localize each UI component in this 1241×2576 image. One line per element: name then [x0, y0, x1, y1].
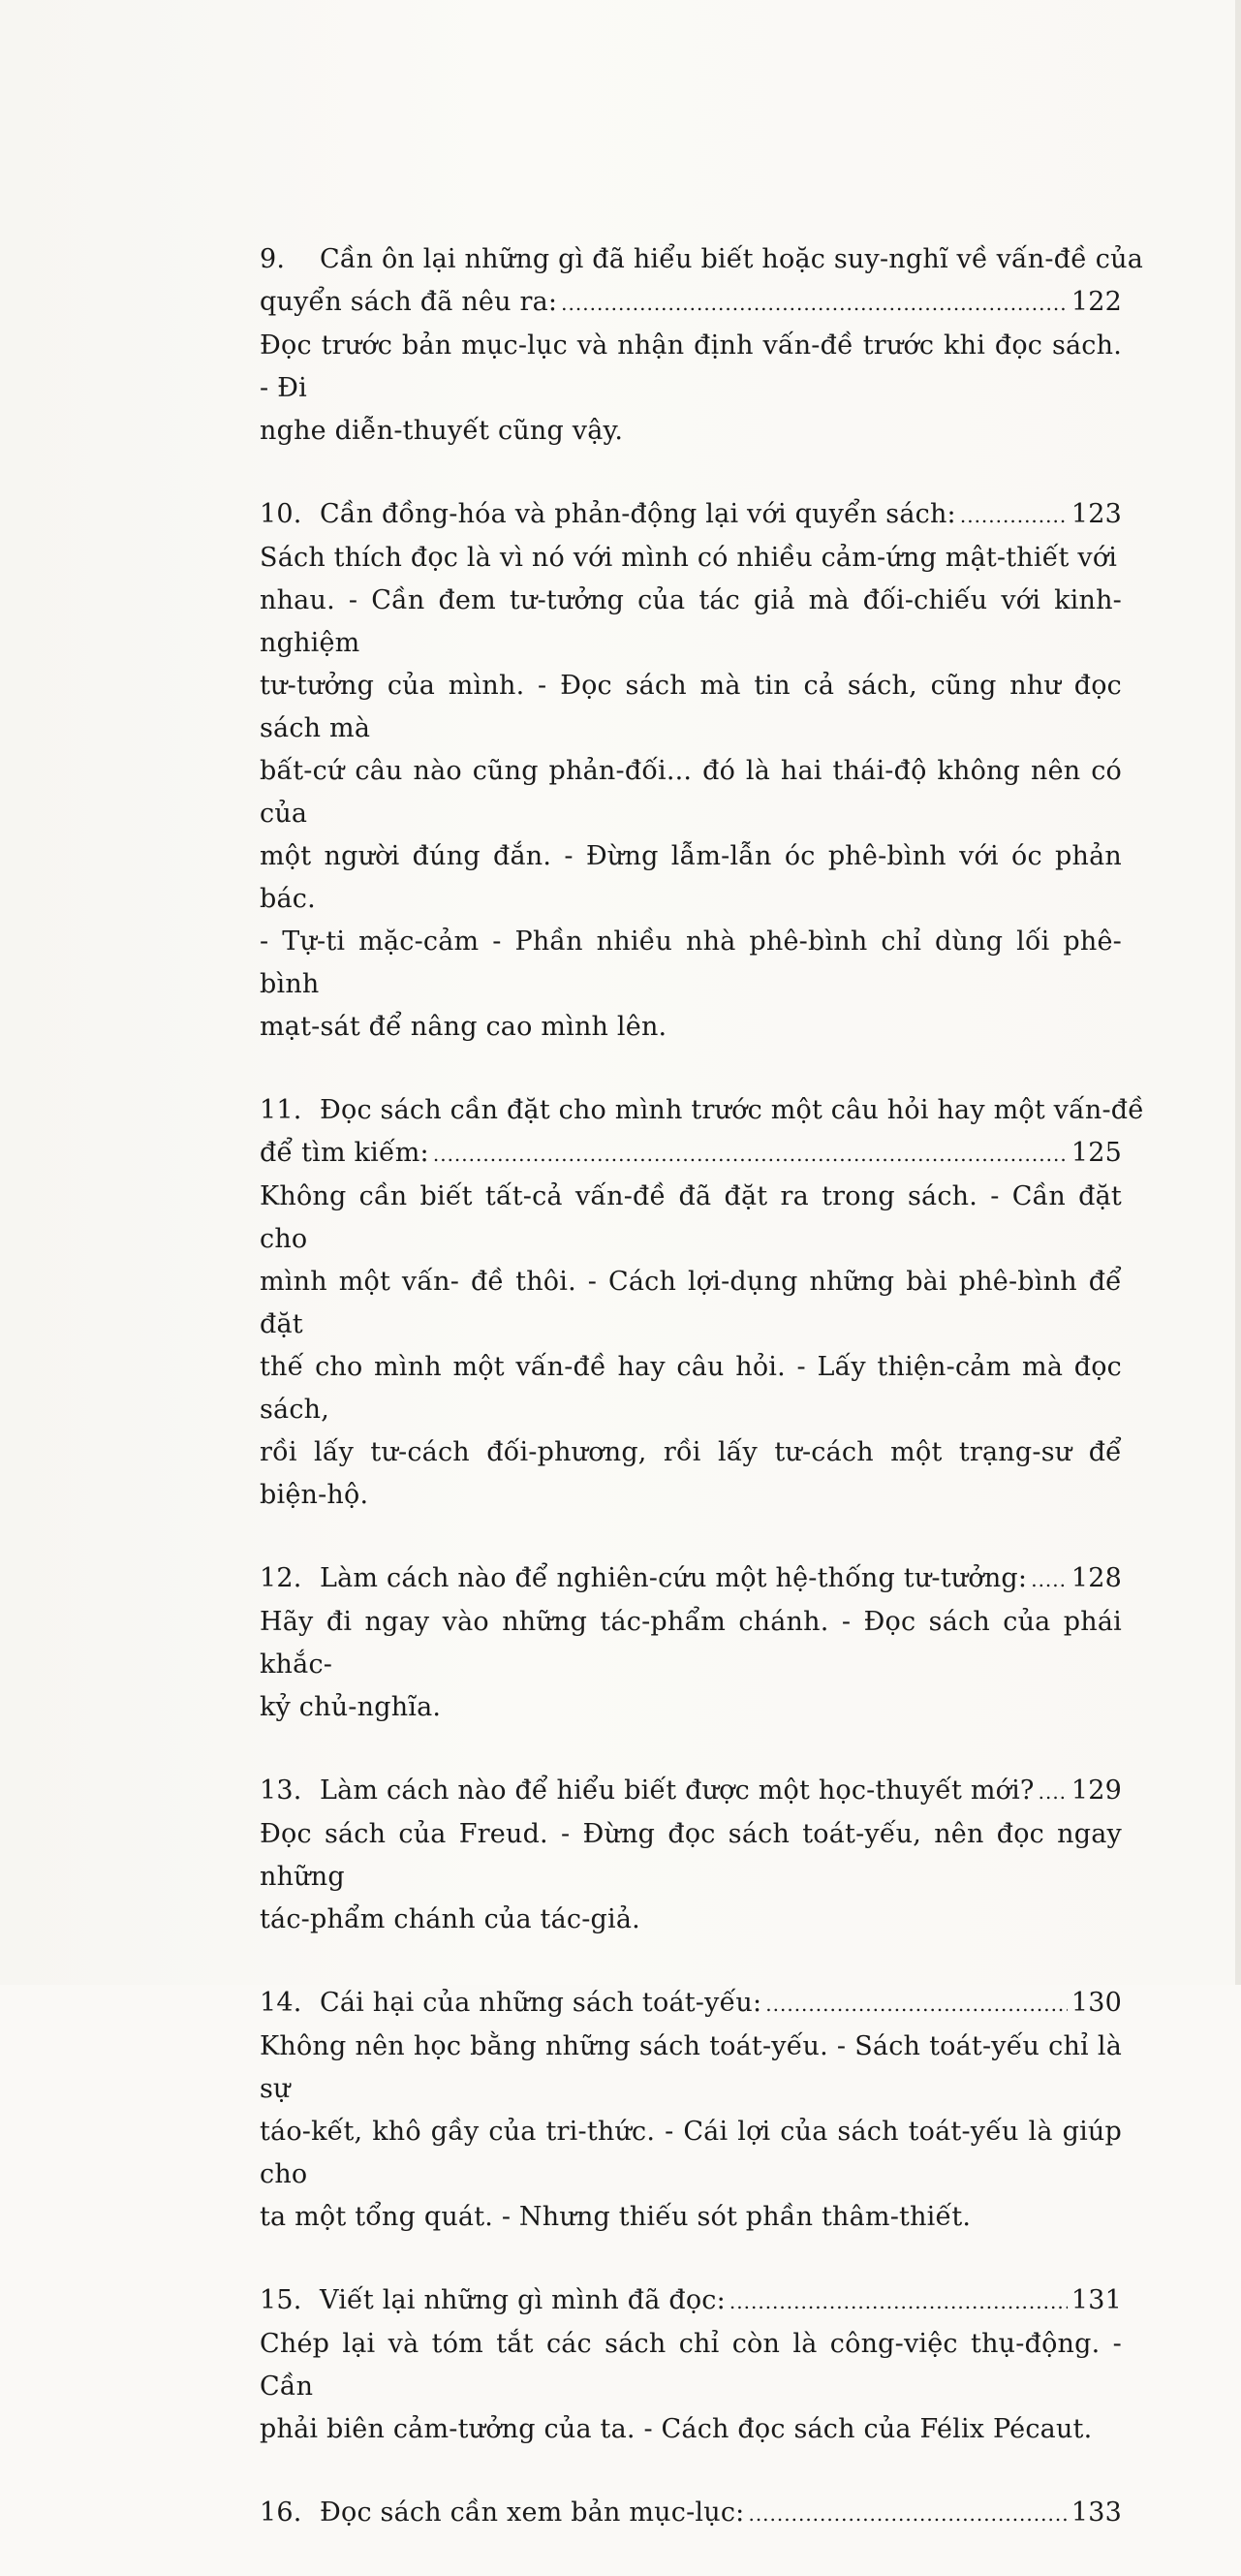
entry-description-line: phải biên cảm-tưởng của ta. - Cách đọc sách của Félix Pécaut. [260, 2414, 1093, 2444]
entry-heading [260, 2492, 1122, 2535]
entry-description-line: Chép lại và tóm tắt các sách chỉ còn là công-việc thụ-động. - Cần [260, 2329, 1122, 2402]
entry-description-line: Đọc sách của Freud. - Đừng đọc sách toát-yếu, nên đọc ngay những [260, 1819, 1122, 1892]
toc-entry-9 [260, 238, 1144, 453]
entry-page-number: 133 [1070, 2497, 1122, 2528]
entry-description-line: mình một vấn- đề thôi. - Cách lợi-dụng những bài phê-bình để đặt [260, 1267, 1122, 1339]
entry-page-number: 128 [1070, 1563, 1122, 1593]
entry-heading-continued [260, 281, 1122, 325]
entry-description-line: Không cần biết tất-cả vấn-đề đã đặt ra trong sách. - Cần đặt cho [260, 1181, 1122, 1254]
entry-title: Viết lại những gì mình đã đọc: [320, 2285, 726, 2315]
page-edge [1235, 0, 1241, 1985]
entry-description-line: thế cho mình một vấn-đề hay câu hỏi. - Lấy thiện-cảm mà đọc sách, [260, 1352, 1122, 1425]
entry-heading [260, 2279, 1122, 2323]
table-of-contents [260, 238, 1145, 2576]
entry-heading [260, 1089, 1145, 1132]
toc-entry-14 [260, 1982, 1122, 2239]
entry-title: Làm cách nào để hiểu biết được một học-thuyết mới? [320, 1775, 1035, 1806]
entry-description-line: tư-tưởng của mình. - Đọc sách mà tin cả sách, cũng như đọc sách mà [260, 671, 1122, 743]
entry-heading [260, 1982, 1122, 2026]
dot-leader [748, 2493, 1067, 2535]
entry-number: 9. [260, 244, 286, 274]
entry-page-number: 130 [1070, 1988, 1122, 2018]
dot-leader [729, 2280, 1068, 2323]
entry-number: 15. [260, 2285, 302, 2315]
entry-title: Làm cách nào để nghiên-cứu một hệ-thống tư-tưởng: [320, 1563, 1028, 1593]
entry-description-line: Đọc trước bản mục-lục và nhận định vấn-đề trước khi đọc sách. - Đi [260, 330, 1122, 403]
entry-title-line1: Đọc sách cần đặt cho mình trước một câu hỏi hay một vấn-đề [320, 1095, 1145, 1125]
entry-title: quyển sách đã nêu ra: [260, 287, 558, 317]
entry-description-line: rồi lấy tư-cách đối-phương, rồi lấy tư-cách một trạng-sư để biện-hộ. [260, 1437, 1122, 1510]
toc-entry-12 [260, 1557, 1122, 1729]
entry-description-line: Không nên học bằng những sách toát-yếu. - Sách toát-yếu chỉ là sự [260, 2031, 1122, 2104]
dot-leader [1031, 1558, 1068, 1601]
entry-description-line: - Tự-ti mặc-cảm - Phần nhiều nhà phê-bình chỉ dùng lối phê-bình [260, 927, 1122, 999]
entry-description-line: bất-cứ câu nào cũng phản-đối... đó là hai thái-độ không nên có của [260, 756, 1122, 829]
entry-page-number: 131 [1070, 2285, 1122, 2315]
entry-number: 12. [260, 1563, 302, 1593]
entry-title: Đọc sách cần xem bản mục-lục: [320, 2497, 745, 2528]
dot-leader [960, 494, 1068, 537]
entry-page-number: 122 [1070, 287, 1122, 317]
toc-entry-11 [260, 1089, 1145, 1517]
entry-title: Cái hại của những sách toát-yếu: [320, 1988, 762, 2018]
toc-entry-16 [260, 2492, 1122, 2535]
dot-leader [1039, 1771, 1068, 1813]
entry-heading [260, 493, 1122, 537]
entry-description-line: một người đúng đắn. - Đừng lẫm-lẫn óc phê-bình với óc phản bác. [260, 841, 1122, 914]
entry-number: 11. [260, 1095, 302, 1125]
toc-entry-15 [260, 2279, 1122, 2451]
entry-description-line: mạt-sát để nâng cao mình lên. [260, 1012, 667, 1042]
entry-title-line1: Cần ôn lại những gì đã hiểu biết hoặc suy-nghĩ về vấn-đề của [320, 244, 1144, 274]
entry-title: Cần đồng-hóa và phản-động lại với quyển sách: [320, 499, 956, 529]
dot-leader [765, 1983, 1068, 2026]
entry-number: 13. [260, 1775, 302, 1806]
entry-description-line: ta một tổng quát. - Nhưng thiếu sót phần thâm-thiết. [260, 2202, 972, 2232]
entry-description-line: kỷ chủ-nghĩa. [260, 1692, 442, 1722]
entry-description-line: táo-kết, khô gầy của tri-thức. - Cái lợi của sách toát-yếu là giúp cho [260, 2117, 1122, 2189]
entry-description-line: tác-phẩm chánh của tác-giả. [260, 1904, 640, 1934]
entry-page-number: 123 [1070, 499, 1122, 529]
entry-page-number: 129 [1070, 1775, 1122, 1806]
dot-leader [433, 1133, 1068, 1176]
entry-heading [260, 1557, 1122, 1601]
entry-description-line: nghe diễn-thuyết cũng vậy. [260, 416, 624, 446]
dot-leader [561, 282, 1068, 325]
entry-heading-continued [260, 1132, 1122, 1176]
entry-number: 14. [260, 1988, 302, 2018]
entry-title: để tìm kiếm: [260, 1138, 429, 1168]
entry-heading [260, 1770, 1122, 1813]
entry-number: 16. [260, 2497, 302, 2528]
entry-number: 10. [260, 499, 302, 529]
entry-description-line: Sách thích đọc là vì nó với mình có nhiều cảm-ứng mật-thiết với [260, 543, 1118, 573]
entry-heading [260, 238, 1144, 281]
entry-page-number: 125 [1070, 1138, 1122, 1168]
entry-description-line: nhau. - Cần đem tư-tưởng của tác giả mà đối-chiếu với kinh-nghiệm [260, 585, 1122, 658]
toc-entry-13 [260, 1770, 1122, 1941]
toc-entry-10 [260, 493, 1122, 1049]
entry-description-line: Hãy đi ngay vào những tác-phẩm chánh. - Đọc sách của phái khắc- [260, 1607, 1122, 1680]
